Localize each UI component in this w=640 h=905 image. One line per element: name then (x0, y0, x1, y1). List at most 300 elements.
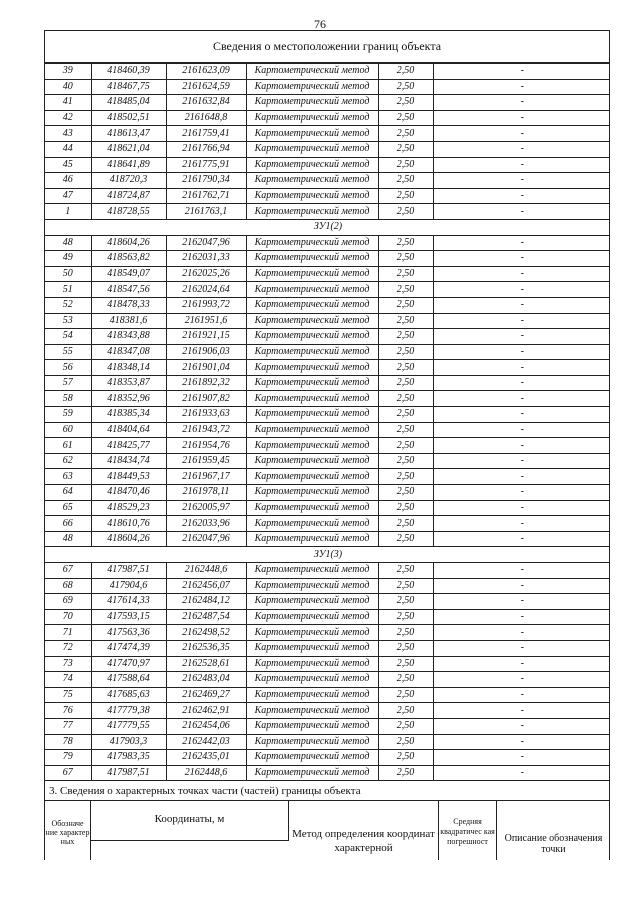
method: Картометрический метод (246, 79, 378, 95)
description: - (433, 500, 610, 516)
description: - (433, 531, 610, 547)
point-number: 73 (45, 656, 91, 672)
table-row (45, 531, 610, 547)
accuracy: 2,50 (378, 204, 433, 220)
method: Картометрический метод (246, 95, 378, 111)
accuracy: 2,50 (378, 157, 433, 173)
accuracy: 2,50 (378, 485, 433, 501)
coord-x: 418348,14 (91, 360, 166, 376)
accuracy: 2,50 (378, 687, 433, 703)
coord-y: 2162456,07 (166, 578, 246, 594)
method: Картометрический метод (246, 718, 378, 734)
description: - (433, 516, 610, 532)
table-row (45, 141, 610, 157)
table-row (45, 79, 610, 95)
coord-y: 2162448,6 (166, 563, 246, 579)
coord-y: 2161951,6 (166, 313, 246, 329)
coord-y: 2162469,27 (166, 687, 246, 703)
description: - (433, 313, 610, 329)
point-number: 43 (45, 126, 91, 142)
table-row (45, 765, 610, 781)
method: Картометрический метод (246, 344, 378, 360)
coord-x: 418485,04 (91, 95, 166, 111)
point-number: 64 (45, 485, 91, 501)
point-number: 76 (45, 703, 91, 719)
section-heading: Сведения о местоположении границ объекта (45, 31, 609, 63)
coord-y: 2161763,1 (166, 204, 246, 220)
table-row (45, 188, 610, 204)
point-number: 75 (45, 687, 91, 703)
coord-y: 2162435,01 (166, 750, 246, 766)
point-number: 66 (45, 516, 91, 532)
coord-y: 2162484,12 (166, 594, 246, 610)
section3-col-desc: Описание обозначения точки (497, 801, 610, 860)
description: - (433, 438, 610, 454)
point-number: 65 (45, 500, 91, 516)
description: - (433, 375, 610, 391)
table-row (45, 718, 610, 734)
table-row (45, 750, 610, 766)
method: Картометрический метод (246, 407, 378, 423)
method: Картометрический метод (246, 110, 378, 126)
section3-col-error: Средняя квадратичес кая погрешност (439, 801, 497, 860)
coord-y: 2162025,26 (166, 266, 246, 282)
description: - (433, 422, 610, 438)
accuracy: 2,50 (378, 173, 433, 189)
method: Картометрический метод (246, 126, 378, 142)
coord-y: 2162498,52 (166, 625, 246, 641)
coord-x: 417563,36 (91, 625, 166, 641)
description: - (433, 282, 610, 298)
table-row (45, 126, 610, 142)
table-row (45, 204, 610, 220)
accuracy: 2,50 (378, 329, 433, 345)
description: - (433, 360, 610, 376)
coord-y: 2161943,72 (166, 422, 246, 438)
point-number: 51 (45, 282, 91, 298)
point-number: 70 (45, 609, 91, 625)
coord-y: 2162033,96 (166, 516, 246, 532)
description: - (433, 95, 610, 111)
description: - (433, 734, 610, 750)
table-row (45, 64, 610, 80)
coord-y: 2161759,41 (166, 126, 246, 142)
coord-y: 2161766,94 (166, 141, 246, 157)
description: - (433, 251, 610, 267)
coord-x: 418724,87 (91, 188, 166, 204)
point-number: 68 (45, 578, 91, 594)
method: Картометрический метод (246, 329, 378, 345)
accuracy: 2,50 (378, 344, 433, 360)
point-number: 44 (45, 141, 91, 157)
page-number: 76 (314, 17, 326, 31)
table-row (45, 391, 610, 407)
coord-x: 418728,55 (91, 204, 166, 220)
coord-x: 417470,97 (91, 656, 166, 672)
coord-y: 2161993,72 (166, 297, 246, 313)
coord-y: 2161790,34 (166, 173, 246, 189)
point-number: 69 (45, 594, 91, 610)
table-row (45, 407, 610, 423)
table-row (45, 297, 610, 313)
section3-col-label: Обозначе ние характер ных (45, 801, 91, 860)
description: - (433, 141, 610, 157)
coord-y: 2161892,32 (166, 375, 246, 391)
accuracy: 2,50 (378, 360, 433, 376)
coord-y: 2161967,17 (166, 469, 246, 485)
section3-header (45, 801, 609, 860)
method: Картометрический метод (246, 469, 378, 485)
accuracy: 2,50 (378, 563, 433, 579)
description: - (433, 594, 610, 610)
coord-y: 2161978,11 (166, 485, 246, 501)
table-row (45, 485, 610, 501)
coord-y: 2162454,06 (166, 718, 246, 734)
coord-y: 2161906,03 (166, 344, 246, 360)
point-number: 55 (45, 344, 91, 360)
method: Картометрический метод (246, 251, 378, 267)
method: Картометрический метод (246, 173, 378, 189)
accuracy: 2,50 (378, 126, 433, 142)
point-number: 71 (45, 625, 91, 641)
coord-y: 2161624,59 (166, 79, 246, 95)
description: - (433, 625, 610, 641)
coord-x: 418352,96 (91, 391, 166, 407)
point-number: 40 (45, 79, 91, 95)
point-number: 67 (45, 765, 91, 781)
coord-x: 417588,64 (91, 672, 166, 688)
point-number: 60 (45, 422, 91, 438)
group-label: ЗУ1(3) (45, 547, 610, 563)
description: - (433, 609, 610, 625)
table-row (45, 110, 610, 126)
method: Картометрический метод (246, 360, 378, 376)
method: Картометрический метод (246, 625, 378, 641)
coord-x: 418563,82 (91, 251, 166, 267)
coord-y: 2162442,03 (166, 734, 246, 750)
coord-x: 418720,3 (91, 173, 166, 189)
description: - (433, 485, 610, 501)
description: - (433, 110, 610, 126)
accuracy: 2,50 (378, 500, 433, 516)
table-row (45, 235, 610, 251)
coord-y: 2162487,54 (166, 609, 246, 625)
coord-x: 418610,76 (91, 516, 166, 532)
coord-x: 418353,87 (91, 375, 166, 391)
description: - (433, 640, 610, 656)
point-number: 59 (45, 407, 91, 423)
point-number: 46 (45, 173, 91, 189)
description: - (433, 126, 610, 142)
description: - (433, 453, 610, 469)
group-label: ЗУ1(2) (45, 219, 610, 235)
table-row (45, 640, 610, 656)
description: - (433, 687, 610, 703)
table-row (45, 360, 610, 376)
description: - (433, 79, 610, 95)
accuracy: 2,50 (378, 625, 433, 641)
accuracy: 2,50 (378, 609, 433, 625)
group-row (45, 547, 610, 563)
coord-x: 418547,56 (91, 282, 166, 298)
coord-x: 418404,64 (91, 422, 166, 438)
method: Картометрический метод (246, 157, 378, 173)
coord-x: 417779,38 (91, 703, 166, 719)
coord-y: 2162047,96 (166, 235, 246, 251)
method: Картометрический метод (246, 235, 378, 251)
method: Картометрический метод (246, 141, 378, 157)
coord-x: 418604,26 (91, 531, 166, 547)
section3-col-coords: Координаты, м (91, 801, 289, 841)
method: Картометрический метод (246, 64, 378, 80)
accuracy: 2,50 (378, 95, 433, 111)
accuracy: 2,50 (378, 640, 433, 656)
accuracy: 2,50 (378, 453, 433, 469)
coord-x: 418434,74 (91, 453, 166, 469)
coord-x: 418641,89 (91, 157, 166, 173)
point-number: 72 (45, 640, 91, 656)
accuracy: 2,50 (378, 141, 433, 157)
point-number: 74 (45, 672, 91, 688)
method: Картометрический метод (246, 375, 378, 391)
method: Картометрический метод (246, 703, 378, 719)
coord-x: 418467,75 (91, 79, 166, 95)
table-row (45, 734, 610, 750)
coord-x: 417614,33 (91, 594, 166, 610)
coord-y: 2161959,45 (166, 453, 246, 469)
table-row (45, 344, 610, 360)
coord-x: 418449,53 (91, 469, 166, 485)
coord-y: 2162031,33 (166, 251, 246, 267)
group-row (45, 219, 610, 235)
section3-col-method: Метод определения координат характерной (289, 801, 439, 860)
accuracy: 2,50 (378, 578, 433, 594)
accuracy: 2,50 (378, 266, 433, 282)
point-number: 79 (45, 750, 91, 766)
method: Картометрический метод (246, 282, 378, 298)
accuracy: 2,50 (378, 656, 433, 672)
table-row (45, 625, 610, 641)
method: Картометрический метод (246, 640, 378, 656)
accuracy: 2,50 (378, 438, 433, 454)
table-row (45, 656, 610, 672)
coord-y: 2162024,64 (166, 282, 246, 298)
method: Картометрический метод (246, 594, 378, 610)
point-number: 49 (45, 251, 91, 267)
method: Картометрический метод (246, 422, 378, 438)
method: Картометрический метод (246, 438, 378, 454)
accuracy: 2,50 (378, 469, 433, 485)
table-row (45, 422, 610, 438)
accuracy: 2,50 (378, 391, 433, 407)
coord-y: 2161954,76 (166, 438, 246, 454)
description: - (433, 718, 610, 734)
description: - (433, 391, 610, 407)
coord-y: 2162448,6 (166, 765, 246, 781)
accuracy: 2,50 (378, 64, 433, 80)
method: Картометрический метод (246, 485, 378, 501)
method: Картометрический метод (246, 563, 378, 579)
accuracy: 2,50 (378, 235, 433, 251)
section3-title: 3. Сведения о характерных точках части (частей) границы объекта (45, 781, 609, 801)
accuracy: 2,50 (378, 703, 433, 719)
method: Картометрический метод (246, 687, 378, 703)
coord-y: 2161775,91 (166, 157, 246, 173)
coord-x: 418502,51 (91, 110, 166, 126)
point-number: 57 (45, 375, 91, 391)
method: Картометрический метод (246, 656, 378, 672)
accuracy: 2,50 (378, 251, 433, 267)
table-row (45, 266, 610, 282)
description: - (433, 750, 610, 766)
coord-y: 2161632,84 (166, 95, 246, 111)
description: - (433, 469, 610, 485)
point-number: 52 (45, 297, 91, 313)
table-row (45, 609, 610, 625)
coord-x: 418613,47 (91, 126, 166, 142)
table-row (45, 173, 610, 189)
table-row (45, 282, 610, 298)
coord-y: 2162483,04 (166, 672, 246, 688)
table-row (45, 453, 610, 469)
point-number: 48 (45, 235, 91, 251)
accuracy: 2,50 (378, 750, 433, 766)
coord-y: 2161933,63 (166, 407, 246, 423)
description: - (433, 672, 610, 688)
table-row (45, 95, 610, 111)
coord-y: 2161648,8 (166, 110, 246, 126)
coord-x: 417983,35 (91, 750, 166, 766)
accuracy: 2,50 (378, 79, 433, 95)
table-row (45, 438, 610, 454)
point-number: 77 (45, 718, 91, 734)
description: - (433, 703, 610, 719)
point-number: 50 (45, 266, 91, 282)
table-row (45, 703, 610, 719)
coord-x: 418425,77 (91, 438, 166, 454)
description: - (433, 266, 610, 282)
method: Картометрический метод (246, 516, 378, 532)
coord-x: 418529,23 (91, 500, 166, 516)
accuracy: 2,50 (378, 375, 433, 391)
coord-x: 418381,6 (91, 313, 166, 329)
method: Картометрический метод (246, 672, 378, 688)
coord-x: 417987,51 (91, 563, 166, 579)
accuracy: 2,50 (378, 407, 433, 423)
coordinates-table-body (45, 64, 610, 781)
coord-x: 417474,39 (91, 640, 166, 656)
point-number: 48 (45, 531, 91, 547)
table-row (45, 563, 610, 579)
method: Картометрический метод (246, 765, 378, 781)
coord-x: 418347,08 (91, 344, 166, 360)
coord-y: 2162462,91 (166, 703, 246, 719)
point-number: 56 (45, 360, 91, 376)
coord-x: 417904,6 (91, 578, 166, 594)
accuracy: 2,50 (378, 110, 433, 126)
coord-y: 2161921,15 (166, 329, 246, 345)
point-number: 67 (45, 563, 91, 579)
point-number: 41 (45, 95, 91, 111)
point-number: 63 (45, 469, 91, 485)
table-row (45, 594, 610, 610)
description: - (433, 765, 610, 781)
point-number: 54 (45, 329, 91, 345)
coord-y: 2161762,71 (166, 188, 246, 204)
accuracy: 2,50 (378, 594, 433, 610)
table-row (45, 687, 610, 703)
coordinates-table (45, 63, 610, 781)
accuracy: 2,50 (378, 531, 433, 547)
method: Картометрический метод (246, 531, 378, 547)
accuracy: 2,50 (378, 422, 433, 438)
point-number: 42 (45, 110, 91, 126)
method: Картометрический метод (246, 734, 378, 750)
point-number: 58 (45, 391, 91, 407)
accuracy: 2,50 (378, 718, 433, 734)
point-number: 39 (45, 64, 91, 80)
coord-x: 417593,15 (91, 609, 166, 625)
table-row (45, 578, 610, 594)
coord-y: 2161623,09 (166, 64, 246, 80)
accuracy: 2,50 (378, 313, 433, 329)
document-frame (44, 30, 610, 860)
method: Картометрический метод (246, 453, 378, 469)
method: Картометрический метод (246, 266, 378, 282)
method: Картометрический метод (246, 500, 378, 516)
method: Картометрический метод (246, 391, 378, 407)
coord-x: 418549,07 (91, 266, 166, 282)
method: Картометрический метод (246, 297, 378, 313)
point-number: 47 (45, 188, 91, 204)
accuracy: 2,50 (378, 282, 433, 298)
point-number: 62 (45, 453, 91, 469)
description: - (433, 329, 610, 345)
description: - (433, 656, 610, 672)
coord-x: 418343,88 (91, 329, 166, 345)
coord-x: 417779,55 (91, 718, 166, 734)
description: - (433, 563, 610, 579)
table-row (45, 469, 610, 485)
description: - (433, 204, 610, 220)
coord-x: 417903,3 (91, 734, 166, 750)
coord-y: 2162528,61 (166, 656, 246, 672)
accuracy: 2,50 (378, 734, 433, 750)
description: - (433, 173, 610, 189)
method: Картометрический метод (246, 609, 378, 625)
table-row (45, 516, 610, 532)
accuracy: 2,50 (378, 516, 433, 532)
coord-x: 418470,46 (91, 485, 166, 501)
method: Картометрический метод (246, 188, 378, 204)
coord-y: 2162005,97 (166, 500, 246, 516)
table-row (45, 500, 610, 516)
point-number: 61 (45, 438, 91, 454)
coord-x: 418460,39 (91, 64, 166, 80)
description: - (433, 235, 610, 251)
description: - (433, 188, 610, 204)
description: - (433, 578, 610, 594)
coord-x: 418621,04 (91, 141, 166, 157)
coord-x: 417685,63 (91, 687, 166, 703)
description: - (433, 407, 610, 423)
table-row (45, 313, 610, 329)
description: - (433, 297, 610, 313)
coord-x: 418478,33 (91, 297, 166, 313)
coord-y: 2162536,35 (166, 640, 246, 656)
coord-x: 418604,26 (91, 235, 166, 251)
description: - (433, 64, 610, 80)
